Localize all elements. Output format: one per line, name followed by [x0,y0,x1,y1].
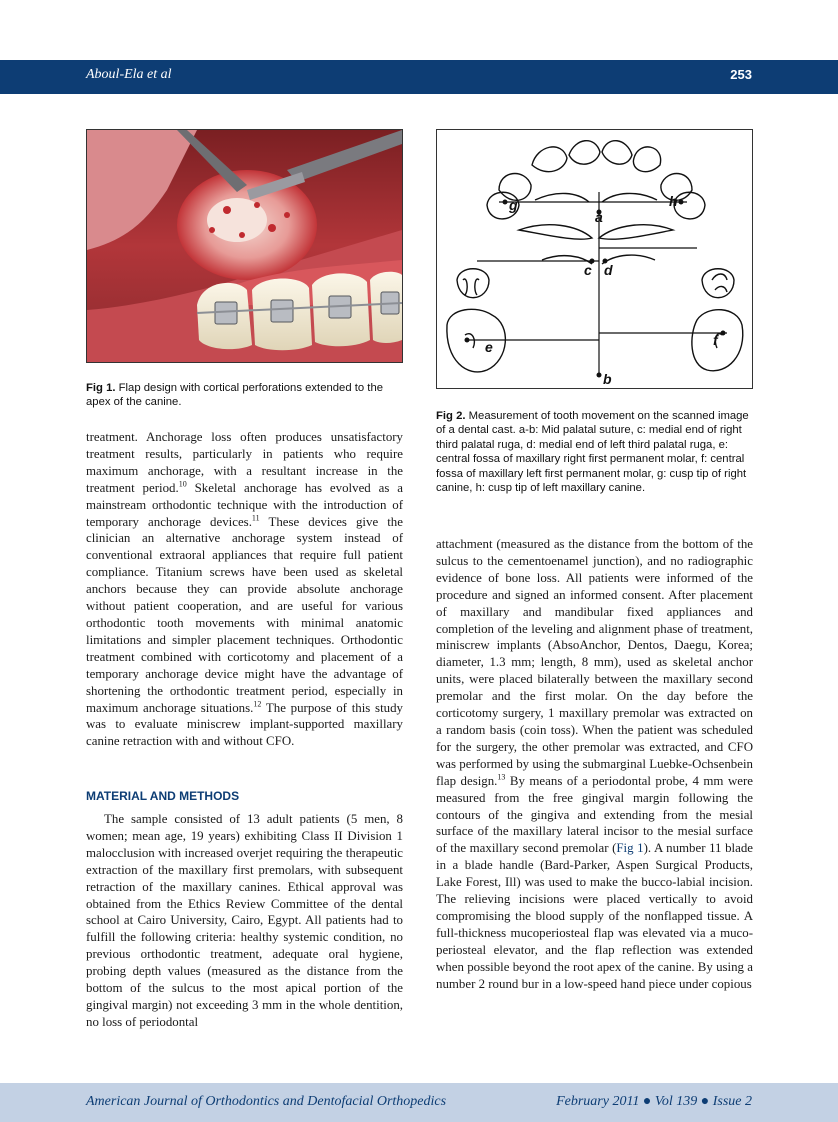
running-footer [0,1083,838,1122]
figure-2-diagram [436,129,753,389]
point-g-label: g [509,197,518,213]
dental-cast-diagram [437,130,752,388]
figure-1-label: Fig 1. [86,382,116,394]
point-d-label: d [604,262,613,278]
left-column-methods [86,811,403,1031]
intro-text-2: Skeletal anchorage has evolved as a mainstream orthodontic technique with the introduction of temporary anchorage devices. [86,480,403,529]
point-f-label: f [713,332,718,348]
point-b-label: b [603,371,612,387]
right-text-2: By means of a periodontal probe, 4 mm were measured from the free gingival margin following the contours of the gingiva and extending from the mesial surface of the maxillary lateral incisor to the mesial surface of the maxillary second premolar ( [436,773,753,856]
figure-1-caption [86,381,404,410]
figure-1-photo [86,129,403,363]
surgical-photo-illustration [87,130,402,362]
ref-13: 13 [497,772,506,782]
figure-1-caption-text: Flap design with cortical perforations extended to the apex of the canine. [86,382,384,409]
point-h-label: h [669,193,678,209]
intro-paragraph [86,429,403,750]
running-header [0,60,838,94]
ref-10: 10 [178,479,187,489]
left-column-intro [86,429,403,750]
section-heading-methods: MATERIAL AND METHODS [86,789,240,803]
ref-12: 12 [253,699,262,709]
intro-text-4: The purpose of this study was to evaluate miniscrew implant-supported maxillary canine retraction with and without CFO. [86,700,403,749]
intro-text-3: These devices give the clinician an alternative anchorage system instead of conventional extraoral appliances that require full patient compliance. Titanium screws have been used as skeletal anchors because they can provide absolute anchorage without patient cooperation, and are useful for various orthodontic tooth movements with minimal anatomic limitations and simpler placement techniques. Orthodontic treatment combined with corticotomy and placement of a temporary anchorage device might have the advantage of shortening the orthodontic treatment period, especially in maximum anchorage situations. [86,514,403,715]
right-text-3: ). A number 11 blade in a blade handle (Bard-Parker, Aspen Surgical Products, Lake Forest, Ill) was used to make the bucco-labial incision. The relieving incisions were placed vertically to avoid compromising the blood supply of the nonflapped tissue. A full-thickness mucoperiosteal flap was elevated via a muco-periosteal elevator, and the flap reflection was extended when possible beyond the root apex of the canine. By using a number 2 round bur in a low-speed hand piece under copious [436,841,753,991]
intro-text-1: treatment. Anchorage loss often produces unsatisfactory treatment results, particularly in patients who require maximum anchorage, with a resultant increase in the treatment period. [86,430,403,495]
page-number: 253 [730,67,752,82]
point-a-label: a [595,209,603,225]
ref-11: 11 [251,513,260,523]
figure-2-caption [436,409,753,495]
point-c-label: c [584,262,592,278]
header-author: Aboul-Ela et al [86,67,172,82]
point-e-label: e [485,339,493,355]
figure-2-label: Fig 2. [436,410,466,422]
footer-issue: February 2011 ● Vol 139 ● Issue 2 [556,1094,752,1109]
methods-paragraph: The sample consisted of 13 adult patients (5 men, 8 women; mean age, 19 years) exhibiting Class II Division 1 malocclusion with increased overjet requiring the therapeutic extraction of the maxillary first premolars, with subsequent retraction of the maxillary canines. Ethical approval was obtained from the Ethics Review Committee of the dental school at Cairo University, Cairo, Egypt. All patients had to fulfill the following criteria: healthy systemic condition, no previous orthodontic treatment, adequate oral hygiene, probing depth values (measured as the distance from the bottom of the sulcus to the most apical portion of the gingival margin) not exceeding 3 mm in the whole dentition, no loss of periodontal [86,812,403,1029]
right-column-methods [436,536,753,992]
right-text-1: attachment (measured as the distance from the bottom of the sulcus to the cementoenamel junction), and no radiographic evidence of bone loss. All patients were informed of the procedure and signed an informed consent. After placement of maxillary and mandibular fixed appliances and completion of the leveling and alignment phase of treatment, miniscrew implants (AbsoAnchor, Dentos, Daegu, Korea; diameter, 1.3 mm; length, 8 mm), used as skeletal anchor units, were placed bilaterally between the maxillary second premolar and the first molar. On the day before the corticotomy surgery, 1 maxillary premolar was extracted on a random basis (coin toss). When the patient was scheduled for the surgery, the other premolar was extracted, and CFO was performed by using the submarginal Luebke-Ochsenbein flap design. [436,537,753,788]
right-paragraph [436,536,753,992]
figure-2-caption-text: Measurement of tooth movement on the scanned image of a dental cast. a-b: Mid palatal suture, c: medial end of right third palatal ruga, d: medial end of left third palatal ruga, e: central fossa of maxillary right first permanent molar, f: central fossa of maxillary left first permanent molar, g: cusp tip of right canine, h: cusp tip of left maxillary canine. [436,410,749,495]
fig-1-link[interactable]: Fig 1 [616,841,644,856]
footer-journal: American Journal of Orthodontics and Dentofacial Orthopedics [86,1094,447,1109]
